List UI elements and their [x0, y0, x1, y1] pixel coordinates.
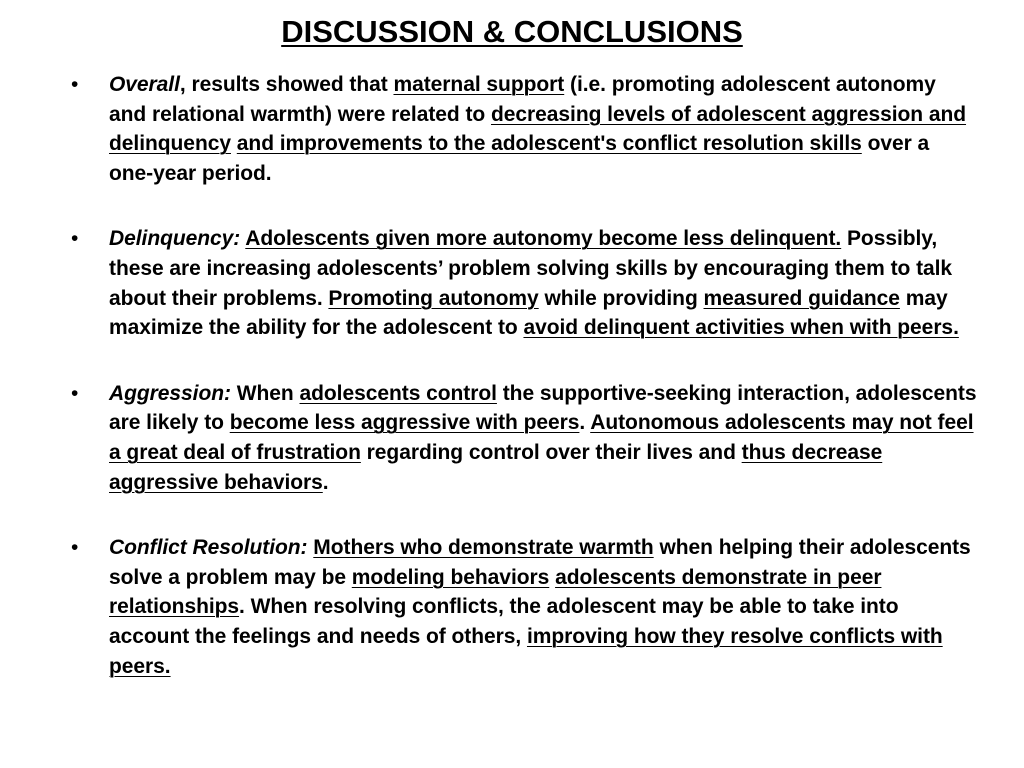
bullet-heading: Overall: [109, 73, 180, 96]
bullet-text: . When resolving conflicts, the adolescent may be able to take into account the feelings and needs of others,: [109, 595, 899, 648]
emphasized-text: Adolescents given more autonomy become less delinquent.: [245, 227, 842, 251]
bullet-text: may maximize the ability for the adolescent to: [109, 286, 948, 340]
bullet-text: (i.e. promoting adolescent autonomy and relational warmth) were related to: [109, 73, 936, 126]
bullet-heading: Conflict Resolution:: [109, 536, 308, 560]
bullet-text: .: [322, 470, 329, 494]
bullet-list: [0, 70, 1024, 717]
bullet-text: Possibly, these are increasing adolescents’ problem solving skills by encouraging them to talk about their problems.: [109, 227, 953, 310]
bullet-text: when helping their adolescents solve a problem may be: [109, 536, 971, 589]
bullet-text: while providing: [538, 286, 704, 310]
emphasized-text: Mothers who demonstrate warmth: [313, 536, 654, 560]
emphasized-text: Autonomous adolescents may not feel a great deal of frustration: [109, 411, 974, 464]
emphasized-text: adolescents control: [299, 381, 497, 405]
bullet-marker: •: [71, 73, 79, 96]
emphasized-text: modeling behaviors: [351, 565, 550, 589]
bullet-overall: [71, 70, 978, 188]
bullet-conflict-resolution: [71, 533, 978, 681]
bullet-marker: •: [71, 536, 79, 560]
bullet-text: regarding control over their lives and: [360, 440, 742, 464]
emphasized-text: become less aggressive with peers: [229, 411, 580, 435]
emphasized-text: decreasing levels of adolescent aggression and delinquency: [109, 102, 967, 156]
bullet-text: When: [230, 381, 300, 405]
bullet-heading: Delinquency:: [109, 227, 241, 251]
emphasized-text: Promoting autonomy: [328, 286, 539, 310]
bullet-aggression: [71, 379, 978, 497]
bullet-marker: •: [71, 227, 79, 251]
emphasized-text: maternal support: [393, 73, 565, 96]
emphasized-text: adolescents demonstrate in peer relationships: [109, 565, 882, 619]
bullet-text: .: [579, 411, 591, 435]
emphasized-text: improving how they resolve conflicts with peers.: [109, 624, 943, 678]
emphasized-text: avoid delinquent activities when with peers.: [523, 316, 959, 340]
emphasized-text: thus decrease aggressive behaviors: [109, 440, 883, 494]
bullet-marker: •: [71, 381, 79, 405]
bullet-text: over a one-year period.: [109, 132, 930, 185]
emphasized-text: and improvements to the adolescent's conflict resolution skills: [236, 132, 862, 156]
emphasized-text: measured guidance: [703, 286, 900, 310]
bullet-text: the supportive-seeking interaction, adolescents are likely to: [109, 381, 977, 435]
bullet-delinquency: [71, 224, 978, 342]
bullet-heading: Aggression:: [109, 381, 231, 405]
bullet-text: , results showed that: [179, 73, 394, 96]
slide-title: DISCUSSION & CONCLUSIONS: [281, 14, 743, 49]
